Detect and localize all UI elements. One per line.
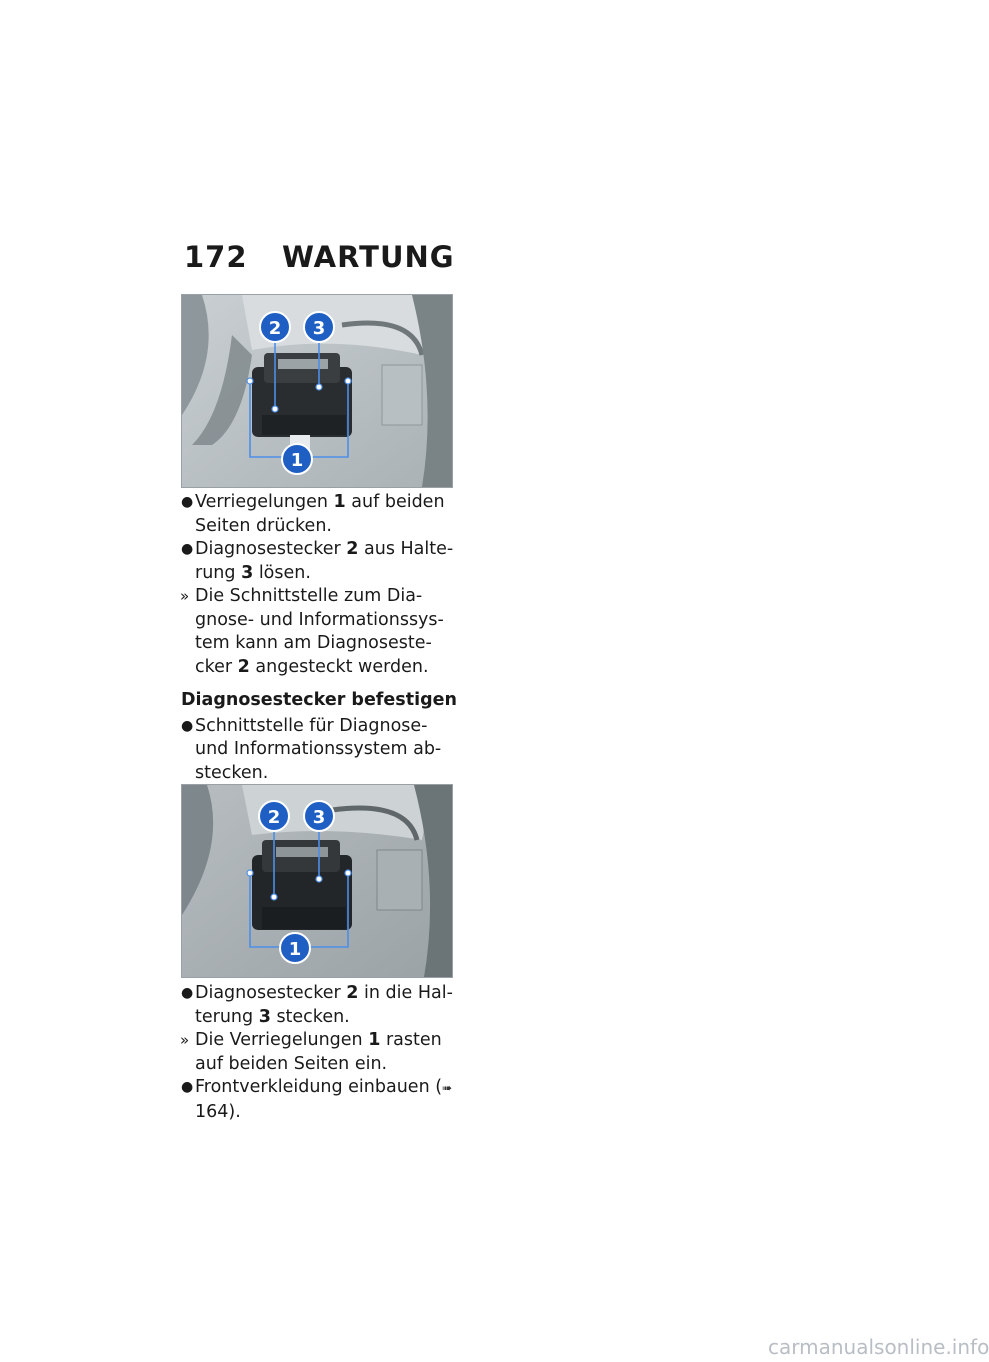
callout-badge-1 <box>280 933 310 963</box>
callout-badge-3 <box>304 801 334 831</box>
svg-text:2: 2 <box>267 807 281 828</box>
svg-text:1: 1 <box>290 450 304 471</box>
watermark: carmanualsonline.info <box>768 1335 989 1359</box>
list-item: ● Diagnosestecker 2 in die Hal-terung 3 stecken. <box>181 983 453 1027</box>
result-mark: » <box>180 587 190 605</box>
svg-text:2: 2 <box>268 318 282 339</box>
list-item: ● Verriegelungen 1 auf beiden Seiten drücken. <box>181 492 445 536</box>
bullet-mark: ● <box>181 1079 194 1095</box>
list-item: » Die Verriegelungen 1 rasten auf beiden Seiten ein. <box>180 1030 442 1074</box>
page-header <box>184 240 455 280</box>
diagnostic-connector-photo-removal <box>181 294 453 488</box>
page-reference-link[interactable]: 164 <box>195 1101 229 1122</box>
list-item: » Die Schnittstelle zum Dia-gnose- und Informationssys-tem kann am Diagnoseste-cker 2 angesteckt werden. <box>180 586 444 677</box>
svg-text:1: 1 <box>288 939 302 960</box>
connector-illustration <box>182 785 452 977</box>
svg-text:3: 3 <box>312 807 326 828</box>
callout-badge-2 <box>260 312 290 342</box>
section-title: WARTUNG <box>282 240 455 274</box>
bullet-mark: ● <box>181 985 194 1001</box>
bullet-mark: ● <box>181 494 194 510</box>
diagnostic-connector-photo-install <box>181 784 453 978</box>
list-item: ● Schnittstelle für Diagnose- und Informationssystem ab-stecken. <box>181 715 442 783</box>
list-item: ● Diagnosestecker 2 aus Halte-rung 3 lösen. <box>181 539 454 583</box>
callout-badge-2 <box>259 801 289 831</box>
svg-text:3: 3 <box>312 318 326 339</box>
bullet-mark: ● <box>181 541 194 557</box>
install-steps <box>181 982 461 1124</box>
list-item: ● Frontverkleidung einbauen (➠ 164). <box>181 1077 453 1122</box>
result-mark: » <box>180 1031 190 1049</box>
subheading: Diagnosestecker befestigen <box>181 690 457 710</box>
page-reference-arrow-icon: ➠ <box>442 1081 453 1095</box>
removal-steps <box>181 491 461 785</box>
callout-badge-1 <box>282 444 312 474</box>
connector-illustration <box>182 295 452 487</box>
bullet-mark: ● <box>181 717 194 734</box>
page-number: 172 <box>184 240 248 274</box>
callout-badge-3 <box>304 312 334 342</box>
